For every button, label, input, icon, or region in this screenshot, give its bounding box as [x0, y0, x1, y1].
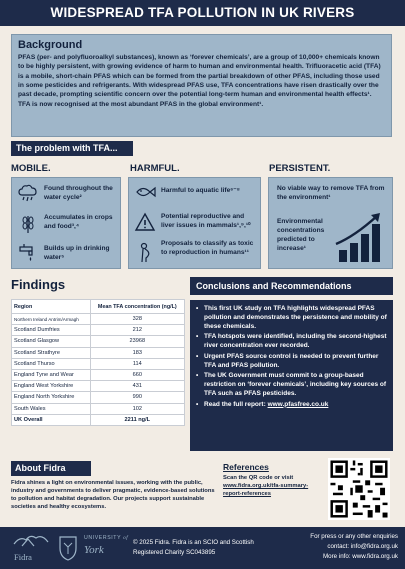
york-crest-icon — [58, 535, 78, 561]
york-logo-name: York — [84, 544, 104, 556]
region-cell: Scotland Thurso — [12, 358, 91, 369]
value-cell: 23968 — [90, 336, 184, 347]
value-cell: 183 — [90, 347, 184, 358]
persistent-heading: PERSISTENT. — [269, 163, 331, 174]
value-cell: 114 — [90, 358, 184, 369]
warning-icon — [134, 212, 156, 232]
harmful-item: Proposals to classify as toxic to reproduction in humans¹¹ — [161, 240, 254, 256]
table-header: Mean TFA concentration (ng/L) — [90, 300, 184, 314]
mobile-item: Found throughout the water cycle² — [44, 185, 113, 201]
table-row — [12, 325, 185, 336]
region-cell: Scotland Strathyre — [12, 347, 91, 358]
background-section — [11, 34, 392, 137]
region-cell: Northern Ireland Antrim/Armagh — [12, 314, 91, 325]
table-row — [12, 369, 185, 380]
references-intro: Scan the QR code or visit — [223, 475, 294, 481]
about-title: About Fidra — [11, 461, 91, 476]
table-row — [12, 314, 185, 325]
table-row — [12, 392, 185, 403]
charity-line: Registered Charity SC043895 — [133, 549, 216, 556]
table-row — [12, 347, 185, 358]
harmful-heading: HARMFUL. — [130, 163, 180, 174]
persistent-item: No viable way to remove TFA from the environment¹ — [277, 185, 385, 201]
problem-label: The problem with TFA... — [11, 141, 133, 156]
mobile-item: Builds up in drinking water⁵ — [44, 245, 110, 261]
conclusion-item: • This first UK study on TFA highlights widespread PFAS pollution and demonstrates the persistence and mobility of these chemicals. — [196, 305, 387, 332]
conclusions-title: Conclusions and Recommendations — [190, 277, 393, 295]
table-row-overall — [12, 414, 185, 425]
wheat-icon — [17, 212, 39, 234]
region-cell: England Tyne and Wear — [12, 369, 91, 380]
background-heading: Background — [18, 39, 83, 51]
footer — [0, 527, 405, 569]
references-title: References — [223, 462, 269, 472]
mobile-panel — [11, 177, 121, 269]
york-university-word: UNIVERSITY — [84, 535, 122, 541]
rising-bar-chart-icon — [333, 210, 389, 264]
conclusions-panel — [190, 300, 393, 451]
persistent-panel — [268, 177, 393, 269]
value-cell: 431 — [90, 381, 184, 392]
table-row — [12, 358, 185, 369]
qr-code-icon[interactable] — [328, 458, 390, 520]
value-cell: 2211 ng/L — [90, 414, 184, 425]
table-row — [12, 403, 185, 414]
fidra-logo-text: Fidra — [14, 552, 32, 562]
persistent-item: Environmental concentrations predicted to increase¹ — [277, 218, 325, 252]
charity-line: © 2025 Fidra. Fidra is an SCIO and Scottish — [133, 539, 254, 546]
page-title: WIDESPREAD TFA POLLUTION IN UK RIVERS — [0, 0, 405, 26]
value-cell: 328 — [90, 314, 184, 325]
mobile-item: Accumulates in crops and food³,⁴ — [44, 214, 113, 230]
value-cell: 990 — [90, 392, 184, 403]
region-cell: Scotland Glasgow — [12, 336, 91, 347]
references-link[interactable]: www.fidra.org.uk/tfa-summary-report-references — [223, 483, 309, 498]
table-row — [12, 336, 185, 347]
findings-table — [11, 299, 185, 426]
report-prefix: Read the full report: — [204, 400, 268, 408]
conclusion-item: • The UK Government must commit to a group-based restriction on ‘forever chemicals’, including key sources of TFA such as PFAS pesticides. — [196, 372, 387, 399]
york-of-word: of — [123, 535, 129, 541]
region-cell: UK Overall — [12, 414, 91, 425]
conclusion-item: • TFA hotspots were identified, including the second-highest river concentration ever recorded. — [196, 333, 387, 351]
contact-website[interactable]: More info: www.fidra.org.uk — [323, 553, 398, 560]
references-text — [223, 474, 321, 498]
value-cell: 660 — [90, 369, 184, 380]
background-text: PFAS (per- and polyfluoroalkyl substances), known as ‘forever chemicals’, are a group of 10,000+ chemicals known to be highly persistent, with growing evidence of harm to human and environmental health. Trifluoracetic acid (TFA) is a mobile, short-chain PFAS which can be formed from the partial breakdown of other PFAS, including those used in some pesticides and refrigerants. With widespread PFAS use, TFA concentrations have risen drastically over the past decade, prompting scientific concern over the potential long-term human and environmental health effects¹. TFA is now recognised at the most abundant PFAS in the global environment¹. — [18, 54, 381, 108]
pregnancy-icon — [134, 242, 156, 264]
conclusion-item: • Urgent PFAS source control is needed to prevent further TFA and PFAS pollution. — [196, 353, 387, 371]
region-cell: England West Yorkshire — [12, 381, 91, 392]
findings-title: Findings — [11, 277, 66, 292]
value-cell: 212 — [90, 325, 184, 336]
about-text: Fidra shines a light on environmental issues, working with the public, industry and governments to deliver pragmatic, evidence-based solutions to pollution and habitat degradation. Our projects support sustainable societies and healthy ecosystems. — [11, 480, 215, 510]
contact-email[interactable]: contact: info@fidra.org.uk — [327, 543, 398, 550]
mobile-heading: MOBILE. — [11, 163, 51, 174]
contact-line: For press or any other enquiries — [310, 533, 398, 540]
harmful-item: Harmful to aquatic life⁶⁻⁸ — [161, 187, 240, 194]
rain-cloud-icon — [17, 183, 39, 205]
value-cell: 102 — [90, 403, 184, 414]
report-link[interactable]: www.pfasfree.co.uk — [267, 400, 329, 408]
tap-icon — [17, 242, 39, 264]
fish-icon — [134, 183, 156, 201]
region-cell: South Wales — [12, 403, 91, 414]
harmful-item: Potential reproductive and liver issues in mammals¹,⁹,¹⁰ — [161, 213, 251, 229]
harmful-panel — [128, 177, 261, 269]
conclusion-item-report — [196, 401, 387, 410]
table-row — [12, 381, 185, 392]
table-header: Region — [12, 300, 91, 314]
region-cell: England North Yorkshire — [12, 392, 91, 403]
region-cell: Scotland Dumfries — [12, 325, 91, 336]
